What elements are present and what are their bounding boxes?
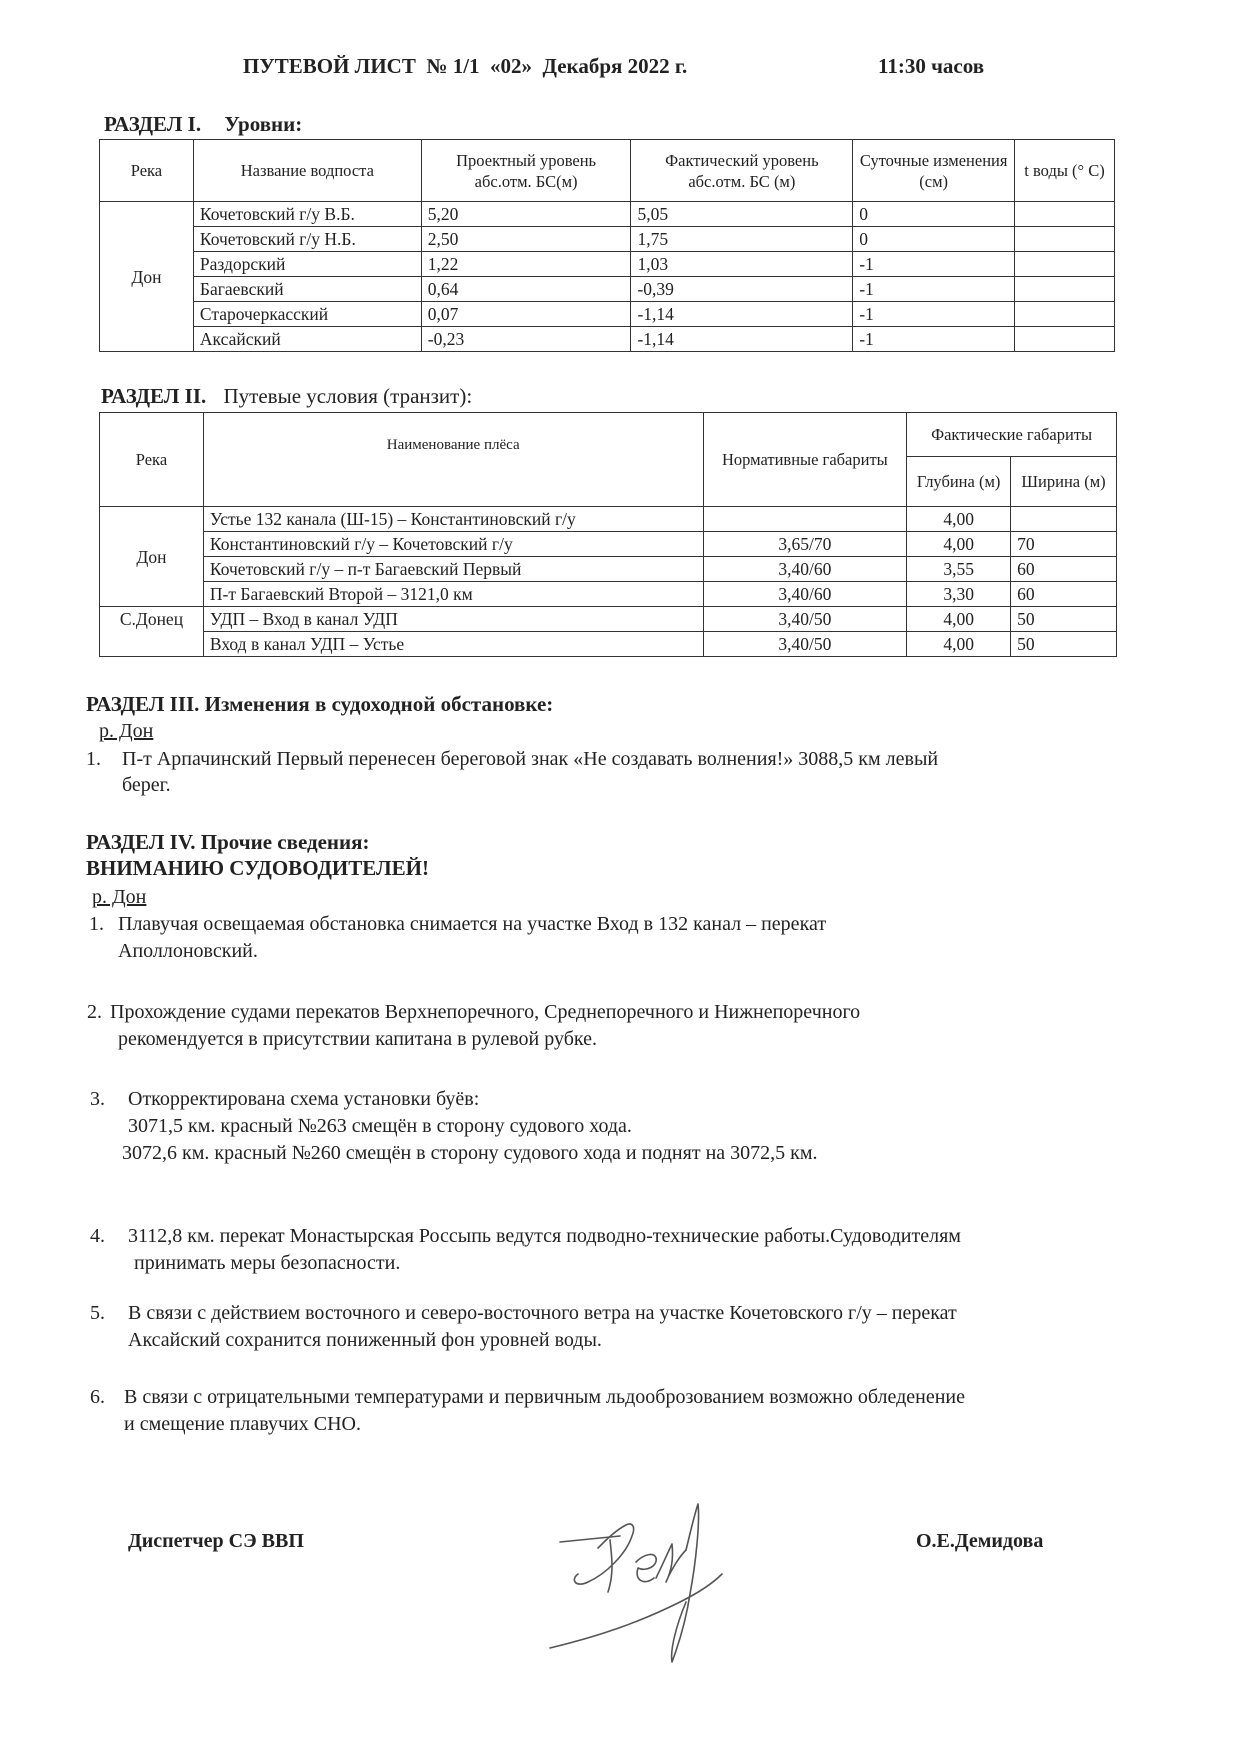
stretch-name: Устье 132 канала (Ш-15) – Константиновский г/у — [203, 507, 703, 532]
table-row — [100, 607, 1117, 632]
width-value: 50 — [1011, 607, 1117, 632]
dispatcher-role: Диспетчер СЭ ВВП — [128, 1530, 304, 1552]
post-name: Кочетовский г/у В.Б. — [193, 202, 421, 227]
transit-header-row — [100, 413, 1117, 457]
col-project-level: Проектный уровень абс.отм. БС(м) — [421, 140, 631, 202]
table-row — [100, 202, 1115, 227]
normative-dims — [703, 507, 907, 532]
section3-title: РАЗДЕЛ III. Изменения в судоходной обстановке: — [86, 692, 554, 716]
daily-change: 0 — [853, 227, 1015, 252]
normative-dims: 3,40/60 — [703, 582, 907, 607]
project-level: 1,22 — [421, 252, 631, 277]
stretch-name: Константиновский г/у – Кочетовский г/у — [203, 532, 703, 557]
depth-value: 4,00 — [907, 507, 1011, 532]
project-level: 2,50 — [421, 227, 631, 252]
section3-item1-num: 1. — [86, 748, 101, 770]
dispatcher-name: О.Е.Демидова — [916, 1530, 1044, 1552]
section4-item4-num: 4. — [90, 1225, 105, 1247]
section4-item3-line2: 3071,5 км. красный №263 смещён в сторону судового хода. — [128, 1115, 632, 1137]
section2-title — [101, 384, 472, 409]
col-river: Река — [100, 413, 204, 507]
stretch-name: П-т Багаевский Второй – 3121,0 км — [203, 582, 703, 607]
normative-dims: 3,40/50 — [703, 632, 907, 657]
table-row — [100, 252, 1115, 277]
daily-change: -1 — [853, 327, 1015, 352]
water-temp — [1015, 302, 1115, 327]
section4-item1-num: 1. — [89, 913, 104, 935]
section4-item2-line2: рекомендуется в присутствии капитана в рулевой рубке. — [118, 1028, 597, 1050]
river-cell: С.Донец — [100, 607, 204, 657]
section4-attention: ВНИМАНИЮ СУДОВОДИТЕЛЕЙ! — [86, 856, 429, 880]
depth-value: 3,30 — [907, 582, 1011, 607]
section4-item4-line1: 3112,8 км. перекат Монастырская Россыпь ведутся подводно-технические работы.Судоводителям — [128, 1225, 961, 1247]
transit-table — [99, 412, 1117, 657]
stretch-name: Вход в канал УДП – Устье — [203, 632, 703, 657]
project-level: 5,20 — [421, 202, 631, 227]
actual-level: -0,39 — [631, 277, 853, 302]
section4-item1-line2: Аполлоновский. — [118, 940, 258, 962]
project-level: -0,23 — [421, 327, 631, 352]
section3-river-label: р. Дон — [99, 720, 154, 742]
col-actual-level: Фактический уровень абс.отм. БС (м) — [631, 140, 853, 202]
section4-item6-num: 6. — [90, 1386, 105, 1408]
water-temp — [1015, 252, 1115, 277]
section4-item2-num: 2. — [87, 1001, 102, 1023]
section1-name: Уровни: — [224, 112, 303, 136]
col-width: Ширина (м) — [1011, 457, 1117, 507]
section4-item5-line1: В связи с действием восточного и северо-восточного ветра на участке Кочетовского г/у – перекат — [128, 1302, 957, 1324]
col-water-temp: t воды (° С) — [1015, 140, 1115, 202]
project-level: 0,07 — [421, 302, 631, 327]
width-value — [1011, 507, 1117, 532]
post-name: Кочетовский г/у Н.Б. — [193, 227, 421, 252]
width-value: 60 — [1011, 557, 1117, 582]
levels-header-row — [100, 140, 1115, 202]
col-river: Река — [100, 140, 194, 202]
daily-change: 0 — [853, 202, 1015, 227]
document-time: 11:30 часов — [878, 54, 985, 78]
section4-item3-line3: 3072,6 км. красный №260 смещён в сторону судового хода и поднят на 3072,5 км. — [122, 1142, 818, 1164]
post-name: Раздорский — [193, 252, 421, 277]
col-depth: Глубина (м) — [907, 457, 1011, 507]
section4-item3-line1: Откорректирована схема установки буёв: — [128, 1088, 480, 1110]
post-name: Багаевский — [193, 277, 421, 302]
table-row — [100, 227, 1115, 252]
normative-dims: 3,65/70 — [703, 532, 907, 557]
section2-label: РАЗДЕЛ II. — [101, 384, 207, 408]
actual-level: -1,14 — [631, 302, 853, 327]
normative-dims: 3,40/60 — [703, 557, 907, 582]
section4-item6-line1: В связи с отрицательными температурами и первичным льдооброзованием возможно обледенение — [124, 1386, 966, 1408]
table-row — [100, 277, 1115, 302]
col-daily-change: Суточные изменения (см) — [853, 140, 1015, 202]
actual-level: -1,14 — [631, 327, 853, 352]
normative-dims: 3,40/50 — [703, 607, 907, 632]
depth-value: 4,00 — [907, 532, 1011, 557]
daily-change: -1 — [853, 277, 1015, 302]
table-row — [100, 327, 1115, 352]
handwritten-signature — [540, 1470, 770, 1670]
post-name: Старочеркасский — [193, 302, 421, 327]
section4-item2-line1: Прохождение судами перекатов Верхнепоречного, Среднепоречного и Нижнепоречного — [110, 1001, 861, 1023]
actual-level: 1,03 — [631, 252, 853, 277]
river-cell: Дон — [100, 507, 204, 607]
table-row — [100, 582, 1117, 607]
table-row — [100, 532, 1117, 557]
section4-item5-num: 5. — [90, 1302, 105, 1324]
section2-name: Путевые условия (транзит): — [223, 384, 473, 408]
col-stretch: Наименование плёса — [203, 413, 703, 507]
depth-value: 4,00 — [907, 607, 1011, 632]
width-value: 50 — [1011, 632, 1117, 657]
actual-level: 5,05 — [631, 202, 853, 227]
water-temp — [1015, 327, 1115, 352]
table-row — [100, 557, 1117, 582]
water-temp — [1015, 277, 1115, 302]
section3-item1-line1: П-т Арпачинский Первый перенесен береговой знак «Не создавать волнения!» 3088,5 км левый — [122, 748, 939, 770]
section4-item6-line2: и смещение плавучих СНО. — [124, 1413, 361, 1435]
water-temp — [1015, 227, 1115, 252]
daily-change: -1 — [853, 302, 1015, 327]
width-value: 70 — [1011, 532, 1117, 557]
daily-change: -1 — [853, 252, 1015, 277]
document-title: ПУТЕВОЙ ЛИСТ № 1/1 «02» Декабря 2022 г. — [243, 54, 688, 78]
col-actual-dimensions: Фактические габариты — [907, 413, 1117, 457]
actual-level: 1,75 — [631, 227, 853, 252]
col-normative: Нормативные габариты — [703, 413, 907, 507]
levels-table — [99, 139, 1115, 352]
depth-value: 3,55 — [907, 557, 1011, 582]
stretch-name: УДП – Вход в канал УДП — [203, 607, 703, 632]
depth-value: 4,00 — [907, 632, 1011, 657]
table-row — [100, 507, 1117, 532]
section3-item1-line2: берег. — [122, 774, 171, 796]
col-post: Название водпоста — [193, 140, 421, 202]
width-value: 60 — [1011, 582, 1117, 607]
project-level: 0,64 — [421, 277, 631, 302]
section1-label: РАЗДЕЛ I. — [104, 112, 202, 136]
section4-item3-num: 3. — [90, 1088, 105, 1110]
table-row — [100, 632, 1117, 657]
section4-river-label: р. Дон — [92, 886, 147, 908]
water-temp — [1015, 202, 1115, 227]
table-row — [100, 302, 1115, 327]
section4-item1-line1: Плавучая освещаемая обстановка снимается на участке Вход в 132 канал – перекат — [118, 913, 827, 935]
stretch-name: Кочетовский г/у – п-т Багаевский Первый — [203, 557, 703, 582]
river-cell: Дон — [100, 202, 194, 352]
section4-item4-line2: принимать меры безопасности. — [134, 1252, 401, 1274]
post-name: Аксайский — [193, 327, 421, 352]
section4-title: РАЗДЕЛ IV. Прочие сведения: — [86, 830, 370, 854]
section4-item5-line2: Аксайский сохранится пониженный фон уровней воды. — [128, 1329, 602, 1351]
section1-title — [104, 112, 302, 137]
